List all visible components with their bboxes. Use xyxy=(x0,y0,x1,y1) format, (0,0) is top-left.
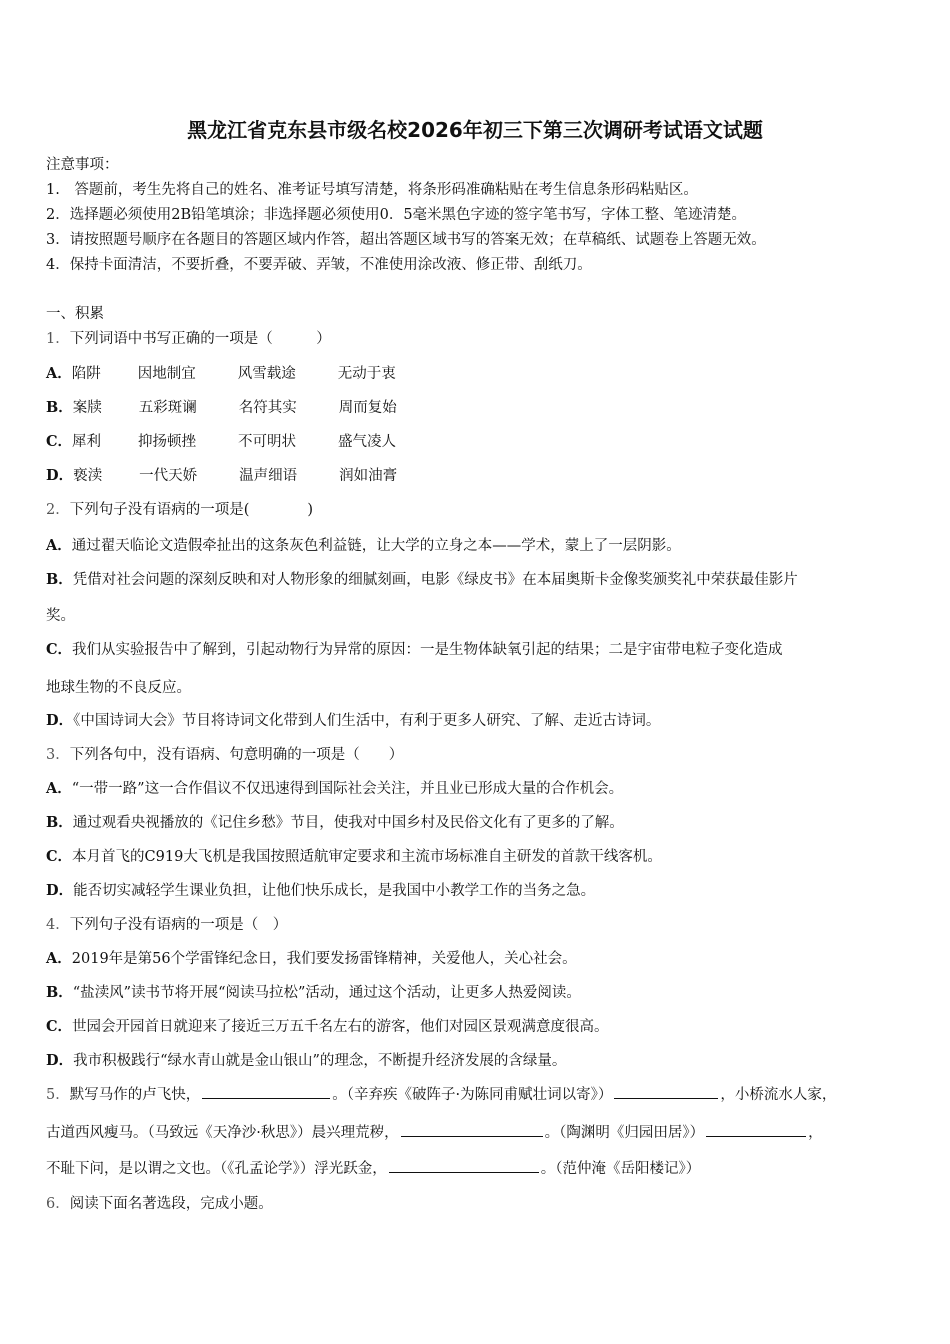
fill-blank[interactable] xyxy=(614,1084,718,1099)
question-number: 3． xyxy=(46,747,70,763)
option-c: C．本月首飞的C919大飞机是我国按照适航审定要求和主流市场标准自主研发的首款干线客机。 xyxy=(46,848,662,865)
question-5-line-2: 古道西风瘦马。（马致远《天净沙·秋思》）晨兴理荒秽， 。（陶渊明《归园田居》） ， xyxy=(46,1121,823,1142)
notice-item: 1. 答题前，考生先将自己的姓名、准考证号填写清楚，将条形码准确粘贴在考生信息条形码粘贴区。 xyxy=(46,182,698,198)
notice-item: 4．保持卡面清洁，不要折叠，不要弄破、弄皱，不准使用涂改液、修正带、刮纸刀。 xyxy=(46,257,592,273)
question-5-line-1: 5．默写马作的卢飞快， 。（辛弃疾《破阵子·为陈同甫赋壮词以寄》） ，小桥流水人家， xyxy=(46,1083,836,1104)
option-label: D． xyxy=(46,467,74,484)
question-5-line-3: 不耻下问，是以谓之文也。（《孔孟论学》）浮光跃金， 。（范仲淹《岳阳楼记》） xyxy=(46,1157,700,1178)
question-number: 2． xyxy=(46,502,70,518)
option-a: A．陷阱 因地制宜 风雪载途 无动于衷 xyxy=(46,365,396,382)
option-b: B．凭借对社会问题的深刻反映和对人物形象的细腻刻画，电影《绿皮书》在本届奥斯卡金像奖颁奖礼中荣获最佳影片 xyxy=(46,571,798,588)
page-title: 黑龙江省克东县市级名校2026年初三下第三次调研考试语文试题 xyxy=(187,118,763,142)
option-a: A．通过翟天临论文造假牵扯出的这条灰色利益链，让大学的立身之本——学术，蒙上了一层阴影。 xyxy=(46,537,681,554)
question-3-stem: 3．下列各句中，没有语病、句意明确的一项是（ ） xyxy=(46,747,404,763)
question-number: 5． xyxy=(46,1087,70,1103)
question-number: 4． xyxy=(46,917,70,933)
option-label: A． xyxy=(46,365,72,382)
option-d: D．《中国诗词大会》节目将诗词文化带到人们生活中，有利于更多人研究、了解、走近古诗词。 xyxy=(46,712,661,729)
option-b-continued: 奖。 xyxy=(46,608,75,624)
option-d: D．亵渎 一代天娇 温声细语 润如油膏 xyxy=(46,467,398,484)
question-number: 1． xyxy=(46,331,70,347)
option-c: C．世园会开园首日就迎来了接近三万五千名左右的游客，他们对园区景观满意度很高。 xyxy=(46,1018,609,1035)
option-c: C．我们从实验报告中了解到，引起动物行为异常的原因：一是生物体缺氧引起的结果；二是宇宙带电粒子变化造成 xyxy=(46,641,783,658)
option-c-continued: 地球生物的不良反应。 xyxy=(46,680,191,696)
option-d: D．能否切实减轻学生课业负担，让他们快乐成长，是我国中小教学工作的当务之急。 xyxy=(46,882,596,899)
option-d: D．我市积极践行“绿水青山就是金山银山”的理念，不断提升经济发展的含绿量。 xyxy=(46,1052,567,1069)
option-b: B．“盐渎风”读书节将开展“阅读马拉松”活动，通过这个活动，让更多人热爱阅读。 xyxy=(46,984,581,1001)
notice-item: 2．选择题必须使用2B铅笔填涂；非选择题必须使用0．5毫米黑色字迹的签字笔书写，字体工整、笔迹清楚。 xyxy=(46,207,747,223)
question-2-stem: 2．下列句子没有语病的一项是( ) xyxy=(46,502,314,518)
question-1-stem: 1．下列词语中书写正确的一项是（ ） xyxy=(46,331,331,347)
option-a: A．2019年是第56个学雷锋纪念日，我们要发扬雷锋精神，关爱他人，关心社会。 xyxy=(46,950,577,967)
option-b: B．通过观看央视播放的《记住乡愁》节目，使我对中国乡村及民俗文化有了更多的了解。 xyxy=(46,814,624,831)
fill-blank[interactable] xyxy=(706,1122,806,1137)
question-number: 6． xyxy=(46,1196,70,1212)
fill-blank[interactable] xyxy=(401,1122,543,1137)
option-c: C．犀利 抑扬顿挫 不可明状 盛气凌人 xyxy=(46,433,397,450)
notice-item: 3．请按照题号顺序在各题目的答题区域内作答，超出答题区域书写的答案无效；在草稿纸、试题卷上答题无效。 xyxy=(46,232,766,248)
option-b: B．案牍 五彩斑谰 名符其实 周而复始 xyxy=(46,399,397,416)
fill-blank[interactable] xyxy=(202,1084,330,1099)
question-4-stem: 4．下列句子没有语病的一项是（ ） xyxy=(46,917,288,933)
option-a: A．“一带一路”这一合作倡议不仅迅速得到国际社会关注，并且业已形成大量的合作机会。 xyxy=(46,780,624,797)
option-label: C． xyxy=(46,433,73,450)
fill-blank[interactable] xyxy=(389,1158,539,1173)
notice-heading: 注意事项： xyxy=(46,157,119,173)
option-label: B． xyxy=(46,399,73,416)
question-6-stem: 6．阅读下面名著选段，完成小题。 xyxy=(46,1196,273,1212)
section-heading: 一、积累 xyxy=(46,306,104,322)
